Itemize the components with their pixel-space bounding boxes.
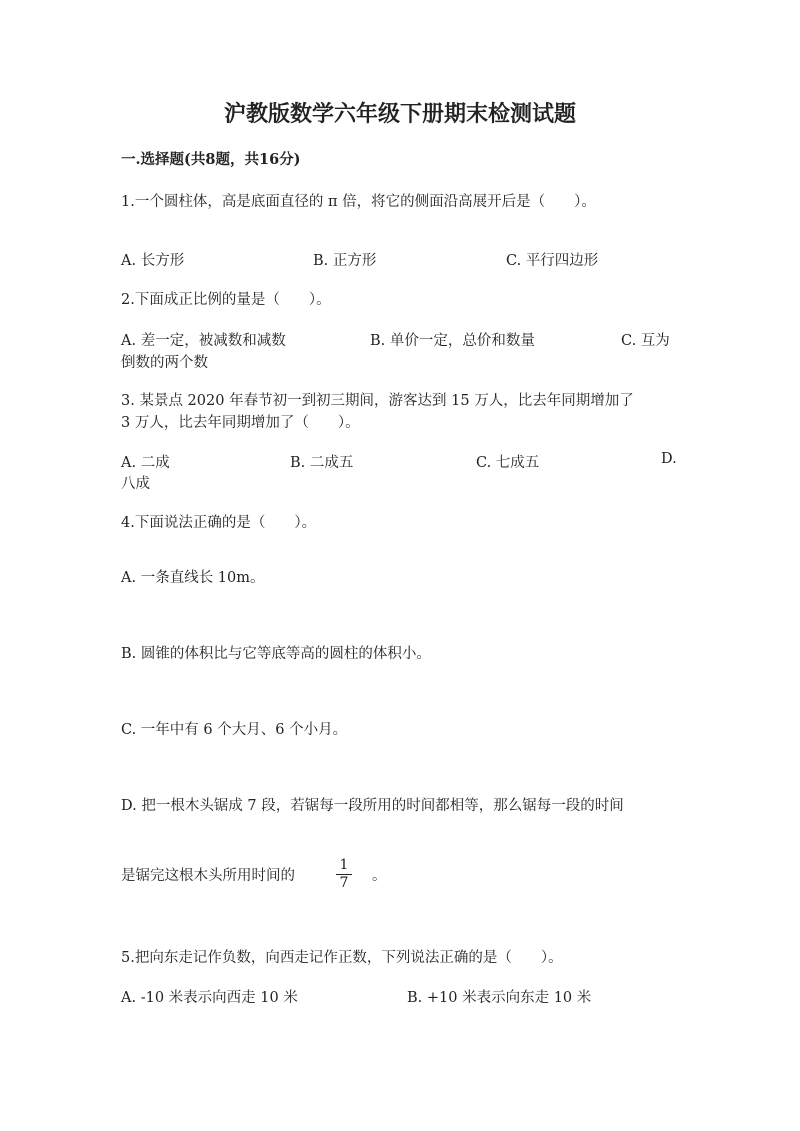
question-3-stem-line-2: 3 万人，比去年同期增加了（ ）。 bbox=[121, 415, 360, 431]
question-4-option-d-end: 。 bbox=[372, 868, 387, 884]
question-4-option-c: C. 一年中有 6 个大月、6 个小月。 bbox=[121, 722, 348, 738]
question-1-option-c: C. 平行四边形 bbox=[506, 253, 599, 269]
question-2-option-c-continued: 倒数的两个数 bbox=[121, 355, 208, 371]
fraction-denominator: 7 bbox=[339, 875, 349, 891]
question-3-option-b: B. 二成五 bbox=[290, 455, 354, 471]
question-3-option-d: D. bbox=[661, 451, 677, 467]
question-4-stem: 4.下面说法正确的是（ ）。 bbox=[121, 515, 317, 531]
question-5-option-a: A. -10 米表示向西走 10 米 bbox=[121, 990, 298, 1006]
question-4-option-b: B. 圆锥的体积比与它等底等高的圆柱的体积小。 bbox=[121, 646, 431, 662]
question-3-option-c: C. 七成五 bbox=[476, 455, 540, 471]
fraction-one-seventh bbox=[336, 858, 352, 891]
fraction-numerator: 1 bbox=[339, 857, 349, 873]
question-5-stem: 5.把向东走记作负数，向西走记作正数，下列说法正确的是（ ）。 bbox=[121, 950, 563, 966]
question-4-option-d-line-1: D. 把一根木头锯成 7 段，若锯每一段所用的时间都相等，那么锯每一段的时间 bbox=[121, 798, 624, 814]
question-2-stem: 2.下面成正比例的量是（ ）。 bbox=[121, 292, 331, 308]
question-2-option-c: C. 互为 bbox=[621, 333, 670, 349]
question-3-stem-line-1: 3. 某景点 2020 年春节初一到初三期间，游客达到 15 万人，比去年同期增加了 bbox=[121, 393, 634, 409]
page-title: 沪教版数学六年级下册期末检测试题 bbox=[223, 101, 576, 127]
question-1-option-b: B. 正方形 bbox=[313, 253, 377, 269]
section-heading: 一.选择题(共8题，共16分) bbox=[121, 151, 301, 168]
question-2-option-a: A. 差一定，被减数和减数 bbox=[121, 333, 286, 349]
question-4-option-a: A. 一条直线长 10m。 bbox=[121, 570, 265, 586]
question-1-option-a: A. 长方形 bbox=[121, 253, 185, 269]
question-1-stem: 1.一个圆柱体，高是底面直径的 π 倍，将它的侧面沿高展开后是（ ）。 bbox=[121, 194, 596, 210]
question-3-option-a: A. 二成 bbox=[121, 455, 170, 471]
question-4-option-d-line-2: 是锯完这根木头所用时间的 bbox=[121, 868, 295, 884]
question-5-option-b: B. +10 米表示向东走 10 米 bbox=[407, 990, 592, 1006]
question-2-option-b: B. 单价一定，总价和数量 bbox=[370, 333, 535, 349]
question-3-option-d-continued: 八成 bbox=[121, 476, 150, 492]
